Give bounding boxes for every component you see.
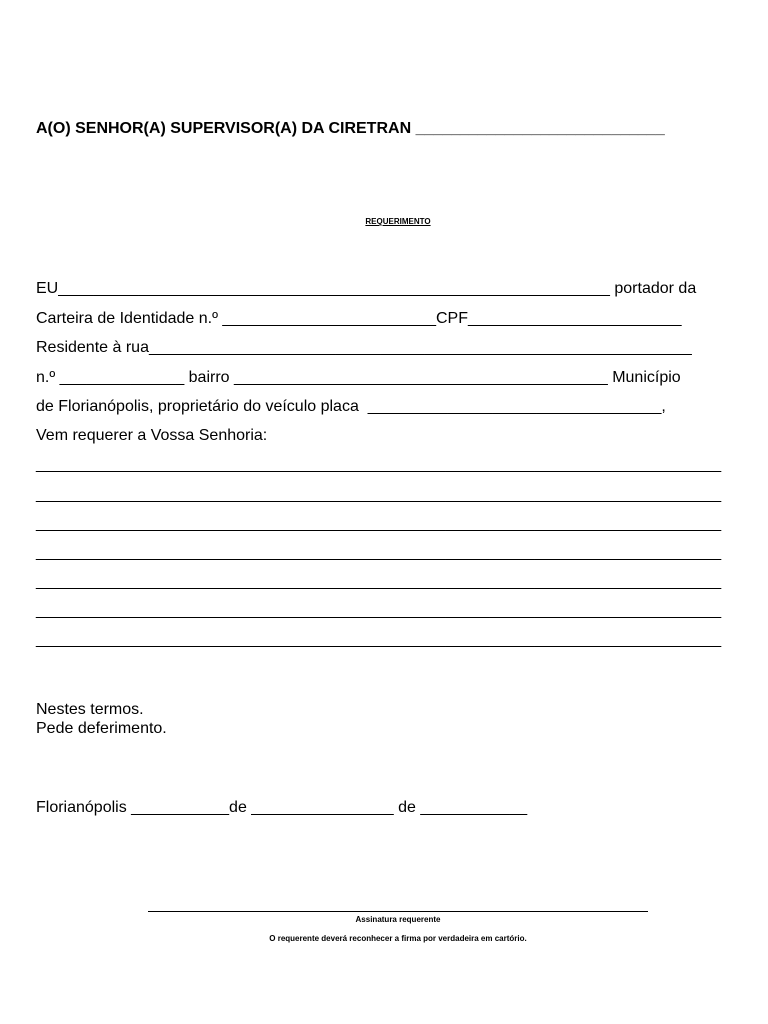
body-line-identity: Carteira de Identidade n.º ________________________CPF________________________ [36,310,682,327]
date-line: Florianópolis ___________de ________________ de ____________ [36,799,528,816]
request-fill-line: _____________________________________________________________________________ [36,544,722,561]
request-fill-line: _____________________________________________________________________________ [36,602,722,619]
request-fill-line: _____________________________________________________________________________ [36,456,722,473]
body-line-address: Residente à rua_____________________________________________________________ [36,339,692,356]
body-line-number-district: n.º ______________ bairro __________________________________________ Município [36,369,681,386]
document-title: REQUERIMENTO [365,217,431,226]
signature-line [148,911,648,912]
request-fill-line: _____________________________________________________________________________ [36,631,722,648]
closing-terms: Nestes termos. [36,701,144,718]
body-line-name: EU______________________________________________________________ portador da [36,280,697,297]
notary-notice: O requerente deverá reconhecer a firma por verdadeira em cartório. [269,934,527,943]
request-fill-line: _____________________________________________________________________________ [36,515,722,532]
request-fill-line: _____________________________________________________________________________ [36,573,722,590]
request-fill-line: _____________________________________________________________________________ [36,486,722,503]
closing-request: Pede deferimento. [36,720,167,737]
body-line-request-intro: Vem requerer a Vossa Senhoria: [36,427,268,444]
signature-label: Assinatura requerente [355,915,441,924]
addressee-line: A(O) SENHOR(A) SUPERVISOR(A) DA CIRETRAN ____________________________ [36,120,665,137]
body-line-vehicle-plate: de Florianópolis, proprietário do veículo placa _________________________________, [36,398,666,415]
